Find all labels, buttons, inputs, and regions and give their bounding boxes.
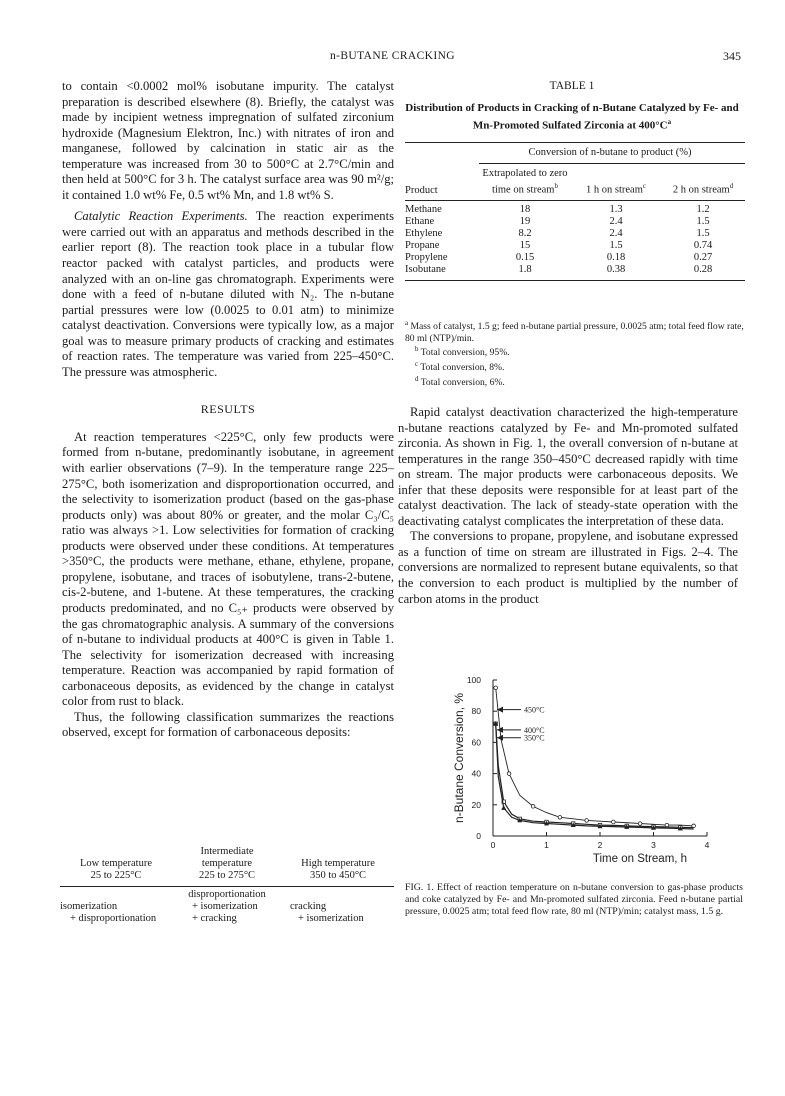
- table-column-headers: [405, 164, 745, 200]
- footnote-mark: d: [729, 182, 734, 190]
- footnote-mark: c: [642, 182, 646, 190]
- classification-row: [60, 901, 394, 913]
- table-1: [405, 142, 745, 281]
- header-line: Low temperature: [79, 858, 152, 869]
- table-cell: 0.28: [693, 263, 713, 275]
- cell: [60, 889, 172, 901]
- x-tick-label: 1: [544, 840, 549, 850]
- x-axis-label: Time on Stream, h: [592, 853, 688, 865]
- table-footnote: [405, 374, 745, 389]
- footnote-mark: b: [415, 345, 419, 354]
- y-tick-label: 40: [471, 768, 481, 779]
- table-row: [405, 216, 745, 228]
- paragraph-results: At reaction temperatures <225°C, only few products were formed from n-butane, predominantly isobutane, in agreement with earlier observations (7–9). In the temperature range 225–275°C, both isomerization and disproportionation occurred, and the selectivity to isomerization product (based on the gas-phase products only) was about 80% or greater, and the molar C₃/C₅ ratio was always >1. Low selectivities for formation of cracking products were observed under these conditions. At temperatures >350°C, the products were methane, ethane, ethylene, propane, propylene, isobutane, and traces of isobutylene, trans-2-butene, cis-2-butene, and 1-butene. At these temperatures, the cracking products predominated, and no C₅₊ products were observed by the gas chromatographic analysis. A summary of the conversions of n-butane to individual products at 400°C is given in Table 1. The selectivity for isomerization decreased with increasing temperature. Reaction was accompanied by rapid formation of carbonaceous deposits, as evidenced by the change in catalyst color from rust to black.: [62, 429, 394, 709]
- data-point: [507, 772, 511, 776]
- conversion-chart: [405, 668, 745, 878]
- cell: + cracking: [192, 913, 237, 924]
- table-cell: Propylene: [405, 251, 448, 263]
- table-cell: 1.8: [518, 263, 532, 275]
- series-label: 400°C: [524, 725, 545, 735]
- series-label: 450°C: [524, 705, 545, 715]
- y-axis-label: n-Butane Conversion, %: [452, 692, 466, 824]
- classification-header: [60, 846, 394, 882]
- table-row: [405, 252, 745, 264]
- figure-caption-text: Effect of reaction temperature on n-butane conversion to gas-phase products and coke catalyzed by Fe- and Mn-promoted sulfated zirconia. Feed n-butane partial pressure, 0.0025 atm; total feed flow rate, 80 ml (NTP)/min; catalyst mass, 1.5 g.: [405, 882, 743, 917]
- column-header-product: Product: [405, 184, 438, 196]
- column-header-extrapolated: [479, 168, 571, 197]
- header-intermediate-temperature: [172, 846, 282, 882]
- y-tick-label: 60: [471, 737, 481, 748]
- table-cell: Methane: [405, 203, 442, 215]
- paragraph-body: The reaction experiments were carried out with an apparatus and methods described in the earlier report (8). The reaction took place in a tubular flow reactor packed with catalyst particles, and products were analyzed with an on-line gas chromatograph. Experiments were done with a feed of n-butane diluted with N₂. The n-butane partial pressures were low (0.0025 to 0.01 atm) to minimize catalyst deactivation. Conversions were typically low, as a major goal was to measure primary products of cracking and estimates of reaction rates. The temperature was varied from 225–450°C. The pressure was atmospheric.: [62, 209, 395, 379]
- table-cell: Propane: [405, 239, 440, 251]
- page-number: 345: [723, 49, 741, 63]
- header-text: 1 h on stream: [586, 184, 643, 196]
- results-heading: RESULTS: [200, 402, 256, 417]
- table-label: TABLE 1: [549, 80, 595, 92]
- data-point: [494, 686, 498, 690]
- footnote-text: Total conversion, 6%.: [420, 376, 505, 388]
- cell: cracking: [290, 901, 327, 912]
- header-high-temperature: [282, 846, 394, 882]
- table-footnotes: [405, 318, 745, 388]
- paragraph-deactivation: Rapid catalyst deactivation characterized the high-temperature n-butane reactions catalyzed by Fe- and Mn-promoted sulfated zirconia. As shown in Fig. 1, the overall conversion of n-butane at temperatures in the range 350–450°C decreased rapidly with time on stream. The major products were carbonaceous deposits. We infer that these deposits were responsible for at least part of the catalyst deactivation. The lack of steady-state operation with the deactivating catalyst complicates the interpretation of these data.: [398, 405, 738, 528]
- cell: disproportionation: [188, 889, 266, 900]
- table-cell: 19: [519, 215, 531, 227]
- header-text: 2 h on stream: [672, 184, 730, 196]
- figure-1: [405, 668, 745, 878]
- classification-row: [60, 913, 394, 925]
- series-label-arrowhead: [497, 735, 503, 741]
- footnote-text: Mass of catalyst, 1.5 g; feed n-butane partial pressure, 0.0025 atm; total feed flow rate, 80 ml (NTP)/min.: [405, 321, 744, 344]
- left-column: [62, 79, 394, 741]
- run-in-heading: Catalytic Reaction Experiments.: [74, 209, 248, 224]
- x-tick-label: 2: [597, 840, 603, 850]
- header-low-temperature: [60, 846, 172, 882]
- table-cell: 1.5: [696, 227, 710, 239]
- caption-text: Distribution of Products in Cracking of n-Butane Catalyzed by Fe- and Mn-Promoted Sulfated Zirconia at 400°C: [405, 102, 739, 132]
- table-row: [405, 240, 745, 252]
- column-header-1h: [571, 180, 661, 197]
- footnote-mark: a: [405, 319, 409, 327]
- classification-row: [60, 889, 394, 901]
- cell: [282, 889, 394, 901]
- footnote-mark: a: [667, 118, 672, 126]
- data-point: [531, 805, 535, 809]
- table-cell: 0.18: [606, 251, 626, 263]
- cell: + disproportionation: [70, 913, 157, 924]
- table-cell: Ethylene: [405, 227, 443, 239]
- table-row: [405, 228, 745, 240]
- data-point: [502, 806, 506, 810]
- x-tick-label: 0: [490, 840, 496, 850]
- classification-table: [60, 846, 394, 925]
- table-cell: 8.2: [518, 227, 532, 239]
- header-line: 225 to 275°C: [198, 870, 256, 881]
- figure-label: FIG. 1.: [405, 882, 434, 893]
- table-cell: Isobutane: [405, 263, 446, 275]
- table-cell: 18: [519, 203, 531, 215]
- paragraph-classification-intro: Thus, the following classification summarizes the reactions observed, except for formation of carbonaceous deposits:: [62, 709, 394, 740]
- data-point: [612, 820, 616, 824]
- series-label: 350°C: [524, 733, 545, 743]
- table-cell: 0.38: [606, 263, 626, 275]
- header-text: Extrapolated to zero time on stream: [482, 168, 568, 196]
- table-cell: 1.5: [609, 239, 623, 251]
- table-header-rule: [405, 200, 745, 201]
- table-spanning-header: Conversion of n-butane to product (%): [528, 147, 692, 158]
- table-cell: 1.5: [696, 215, 710, 227]
- data-point: [558, 815, 562, 819]
- table-cell: 2.4: [609, 215, 623, 227]
- classification-rule: [60, 886, 394, 887]
- table-body: [405, 204, 745, 276]
- table-footnote: [405, 318, 745, 344]
- data-point: [585, 819, 589, 823]
- table-caption: [400, 101, 744, 133]
- running-head: n-BUTANE CRACKING: [329, 50, 456, 62]
- right-column: [398, 405, 738, 607]
- y-tick-label: 20: [471, 799, 481, 810]
- data-point: [665, 823, 669, 827]
- table-footnote: [405, 359, 745, 374]
- figure-caption: [405, 882, 743, 918]
- table-footnote: [405, 344, 745, 359]
- table-cell: 1.2: [696, 203, 710, 215]
- x-tick-label: 3: [651, 840, 656, 850]
- table-cell: 15: [519, 239, 531, 251]
- footnote-mark: b: [554, 182, 558, 190]
- table-cell: 0.15: [515, 251, 535, 263]
- footnote-mark: c: [415, 359, 419, 368]
- cell: + isomerization: [192, 901, 258, 912]
- cell: + isomerization: [298, 913, 364, 924]
- paragraph-conversions: The conversions to propane, propylene, and isobutane expressed as a function of time on stream are illustrated in Figs. 2–4. The conversions are normalized to represent butane equivalents, so that the conversion to each product is multiplied by the number of carbon atoms in the product: [398, 529, 738, 606]
- footnote-text: Total conversion, 95%.: [420, 347, 510, 359]
- table-cell: 0.74: [693, 239, 713, 251]
- footnote-mark: d: [415, 374, 419, 383]
- table-cell: 0.27: [693, 251, 713, 263]
- paragraph-catalyst-preparation: to contain <0.0002 mol% isobutane impurity. The catalyst preparation is described elsewhere (8). Briefly, the catalyst was made by incipient wetness impregnation of sulfated zirconium hydroxide (Magnesium Elektron, Inc.) with nitrates of iron and manganese, followed by calcination in static air as the temperature was increased from 30 to 500°C at 2.7°C/min and then held at 500°C for 3 h. The catalyst surface area was 90 m²/g; it contained 1.0 wt% Fe, 0.5 wt% Mn, and 1.8 wt% S.: [62, 79, 394, 202]
- y-tick-label: 80: [471, 706, 481, 717]
- column-header-2h: [661, 180, 745, 197]
- header-line: Intermediate: [200, 846, 254, 857]
- table-cell: 1.3: [609, 203, 623, 215]
- table-row: [405, 264, 745, 276]
- header-line: 25 to 225°C: [90, 870, 142, 881]
- paragraph-reaction-experiments: [62, 209, 394, 380]
- data-point: [638, 822, 642, 826]
- footnote-text: Total conversion, 8%.: [420, 362, 505, 374]
- table-row: [405, 204, 745, 216]
- y-tick-label: 0: [476, 831, 481, 841]
- table-cell: Ethane: [405, 215, 435, 227]
- header-line: 350 to 450°C: [309, 870, 367, 881]
- table-bottom-rule: [405, 280, 745, 281]
- cell: isomerization: [60, 901, 118, 912]
- x-tick-label: 4: [704, 840, 710, 850]
- y-tick-label: 100: [466, 675, 481, 685]
- table-cell: 2.4: [609, 227, 623, 239]
- header-line: temperature: [201, 858, 253, 869]
- header-line: High temperature: [301, 858, 375, 869]
